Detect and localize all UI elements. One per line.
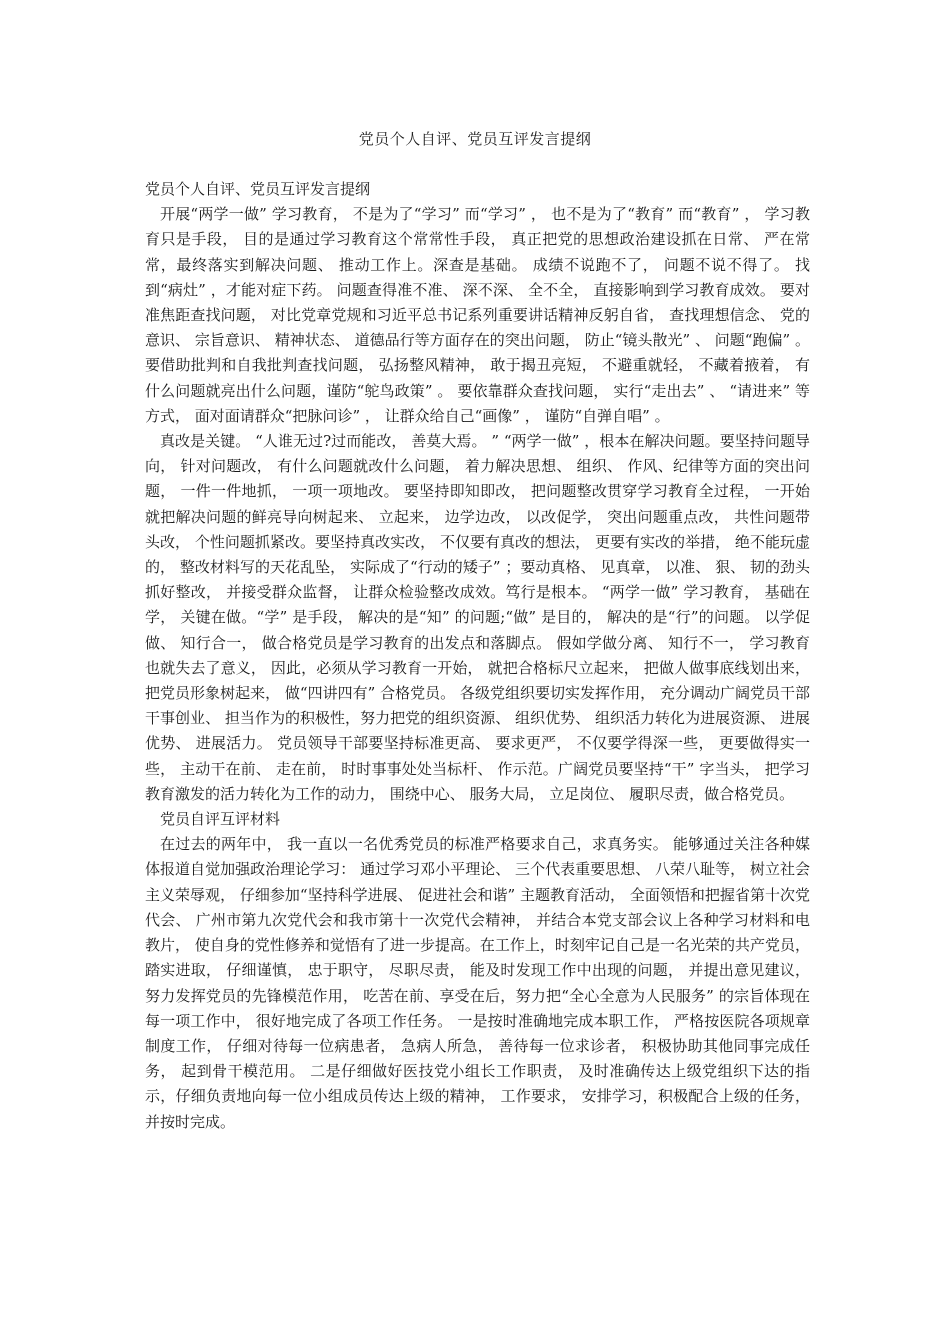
body-paragraph: 开展“两学一做” 学习教育， 不是为了“学习” 而“学习” ， 也不是为了“教育” 而“教育” ， 学习教育只是手段， 目的是通过学习教育这个常常性手段， 真正把党的思想政治建设抓在日常、 严在常常，最终落实到解决问题、 推动工作上。深查是基础。 成绩不说跑不了， 问题不说不得了。 找到“病灶” ，才能对症下药。 问题查得准不准、 深不深、 全不全， 直接影响到学习教育成效。 要对准焦距查找问题， 对比党章党规和习近平总书记系列重要讲话精神反躬自省， 查找理想信念、 党的意识、 宗旨意识、 精神状态、 道德品行等方面存在的突出问题， 防止“镜头散光” 、 问题“跑偏” 。 要借助批判和自我批判查找问题， 弘扬整风精神， 敢于揭丑亮短， 不避重就轻， 不藏着掖着， 有什么问题就亮出什么问题，谨防“鸵鸟政策” 。 要依靠群众查找问题， 实行“走出去” 、 “请进来” 等方式， 面对面请群众“把脉问诊” ， 让群众给自己“画像” ， 谨防“自弹自唱” 。: [145, 205, 810, 425]
section-paragraph: 在过去的两年中， 我一直以一名优秀党员的标准严格要求自己，求真务实。 能够通过关注各种媒体报道自觉加强政治理论学习： 通过学习邓小平理论、 三个代表重要思想、 八荣八耻等， 树立社会主义荣辱观， 仔细参加“坚持科学进展、 促进社会和谐” 主题教育活动， 全面领悟和把握省第十次党代会、 广州市第九次党代会和我市第十一次党代会精神， 并结合本党支部会议上各种学习材料和电教片， 使自身的党性修养和觉悟有了进一步提高。在工作上，时刻牢记自己是一名光荣的共产党员， 踏实进取， 仔细谨慎， 忠于职守， 尽职尽责， 能及时发现工作中出现的问题， 并提出意见建议， 努力发挥党员的先锋模范作用， 吃苦在前、享受在后，努力把“全心全意为人民服务” 的宗旨体现在每一项工作中， 很好地完成了各项工作任务。 一是按时准确地完成本职工作， 严格按医院各项规章制度工作， 仔细对待每一位病患者， 急病人所急， 善待每一位求诊者， 积极协助其他同事完成任务， 起到骨干模范用。 二是仔细做好医技党小组长工作职责， 及时准确传达上级党组织下达的指示，仔细负责地向每一位小组成员传达上级的精神， 工作要求， 安排学习，积极配合上级的任务， 并按时完成。: [145, 835, 810, 1131]
body-paragraph: 真改是关键。 “人谁无过?过而能改， 善莫大焉。 ” “两学一做” ，根本在解决问题。要坚持问题导向， 针对问题改， 有什么问题就改什么问题， 着力解决思想、 组织、 作风、纪律等方面的突出问题， 一件一件地抓， 一项一项地改。 要坚持即知即改， 把问题整改贯穿学习教育全过程， 一开始就把解决问题的鲜亮导向树起来、 立起来， 边学边改， 以改促学， 突出问题重点改， 共性问题带头改， 个性问题抓紧改。要坚持真改实改， 不仅要有真改的想法， 更要有实改的举措， 绝不能玩虚的， 整改材料写的天花乱坠， 实际成了“行动的矮子” ；要动真格、 见真章， 以准、 狠、 韧的劲头抓好整改， 并接受群众监督， 让群众检验整改成效。笃行是根本。 “两学一做” 学习教育， 基础在学， 关键在做。“学” 是手段， 解决的是“知” 的问题;“做” 是目的， 解决的是“行”的问题。 以学促做、 知行合一， 做合格党员是学习教育的出发点和落脚点。 假如学做分离、 知行不一， 学习教育也就失去了意义， 因此，必须从学习教育一开始， 就把合格标尺立起来， 把做人做事底线划出来， 把党员形象树起来， 做“四讲四有” 合格党员。 各级党组织要切实发挥作用， 充分调动广阔党员干部干事创业、 担当作为的积极性，努力把党的组织资源、 组织优势、 组织活力转化为进展资源、 进展优势、 进展活力。 党员领导干部要坚持标准更高、 要求更严， 不仅要学得深一些， 更要做得实一些， 主动干在前、 走在前， 时时事事处处当标杆、 作示范。广阔党员要坚持“干” 字当头， 把学习教育激发的活力转化为工作的动力， 围绕中心、 服务大局， 立足岗位、 履职尽责，做合格党员。: [145, 432, 810, 803]
body-subtitle: 党员个人自评、党员互评发言提纲: [145, 180, 371, 198]
document-body: [145, 177, 810, 1135]
section-heading: 党员自评互评材料: [160, 810, 281, 829]
document-title: 党员个人自评、党员互评发言提纲: [358, 130, 592, 148]
